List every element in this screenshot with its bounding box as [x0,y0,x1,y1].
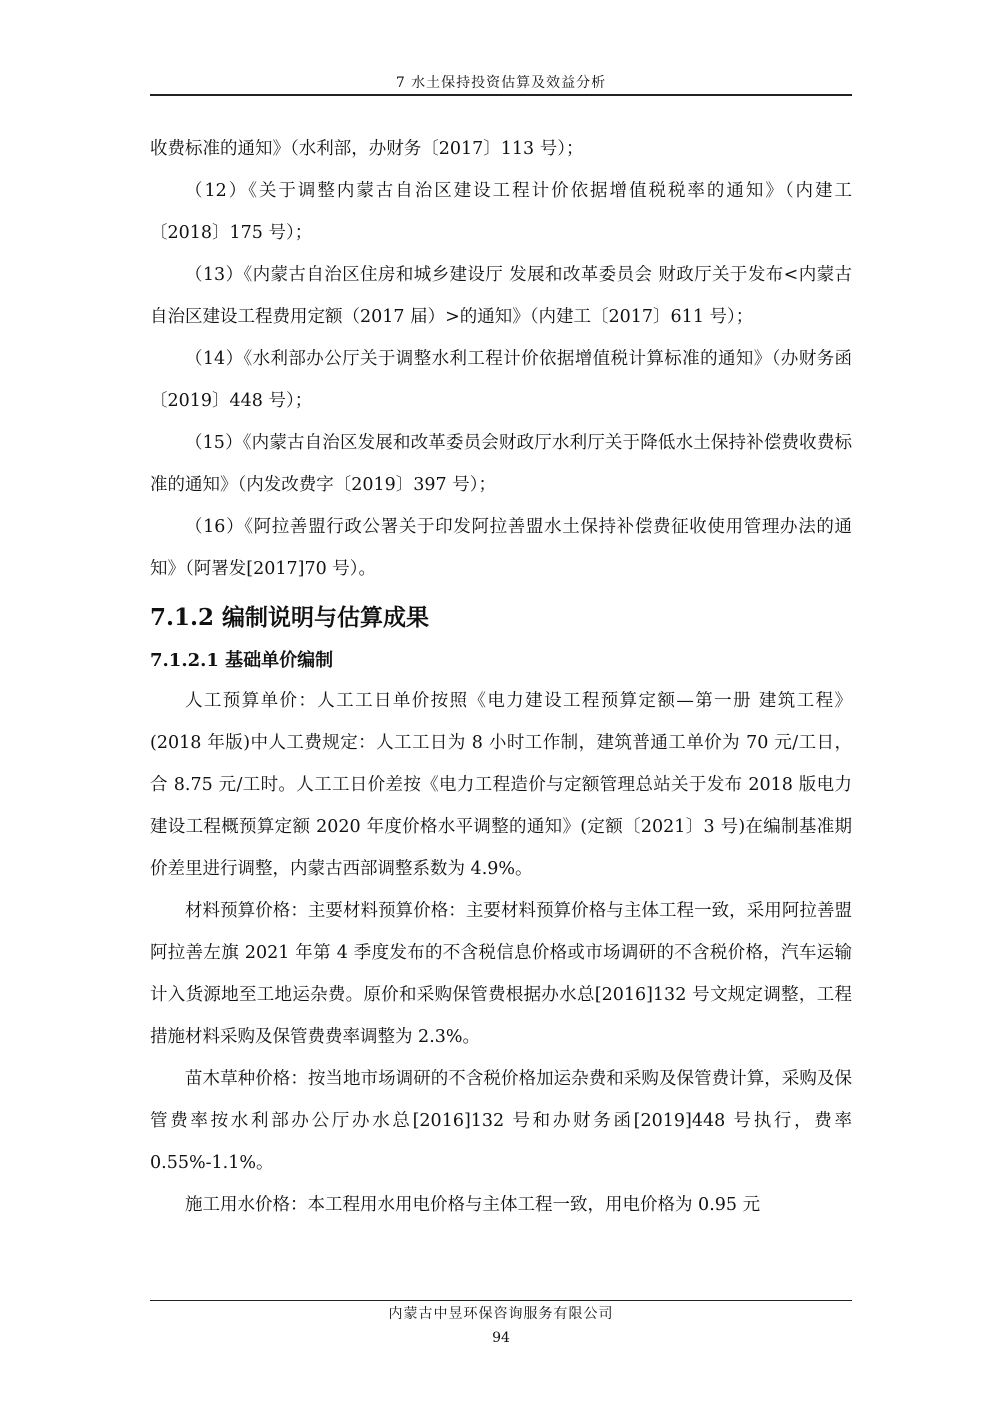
reference-item-14: （14）《水利部办公厅关于调整水利工程计价依据增值税计算标准的通知》（办财务函〔2019〕448 号）； [150,349,852,411]
reference-item-15: （15）《内蒙古自治区发展和改革委员会财政厅水利厅关于降低水土保持补偿费收费标准的通知》（内发改费字〔2019〕397 号）； [150,433,852,495]
page-number: 94 [492,1330,510,1346]
section-heading: 7.1.2 编制说明与估算成果 [150,604,430,631]
reference-item-12: （12）《关于调整内蒙古自治区建设工程计价依据增值税税率的通知》（内建工〔2018〕175 号）； [150,181,852,243]
paragraph-water-price: 施工用水价格：本工程用水用电价格与主体工程一致，用电价格为 0.95 元 [185,1195,761,1215]
reference-item-13: （13）《内蒙古自治区住房和城乡建设厅 发展和改革委员会 财政厅关于发布<内蒙古自治区建设工程费用定额（2017 届）>的通知》（内建工〔2017〕611 号）； [150,265,852,327]
subsection-heading: 7.1.2.1 基础单价编制 [150,650,334,671]
page-body [150,128,852,1226]
paragraph-labor-price: 人工预算单价：人工工日单价按照《电力建设工程预算定额—第一册 建筑工程》(2018 年版)中人工费规定：人工工日为 8 小时工作制，建筑普通工单价为 70 元/工日，合 8.75 元/工时。人工工日价差按《电力工程造价与定额管理总站关于发布 2018 版电力建设工程概预算定额 2020 年度价格水平调整的通知》(定额〔2021〕3 号)在编制基准期价差里进行调整，内蒙古西部调整系数为 4.9%。 [150,691,852,879]
reference-item-16: （16）《阿拉善盟行政公署关于印发阿拉善盟水土保持补偿费征收使用管理办法的通知》（阿署发[2017]70 号）。 [150,517,852,579]
running-header: 7 水土保持投资估算及效益分析 [395,75,607,91]
header-divider [150,94,852,96]
footer-divider [150,1300,852,1301]
footer-company: 内蒙古中昱环保咨询服务有限公司 [388,1306,614,1322]
paragraph-continuation: 收费标准的通知》（水利部，办财务〔2017〕113 号）； [150,139,584,159]
paragraph-seedling-price: 苗木草种价格：按当地市场调研的不含税价格加运杂费和采购及保管费计算，采购及保管费率按水利部办公厅办水总[2016]132 号和办财务函[2019]448 号执行，费率 0.55%-1.1%。 [150,1069,852,1173]
paragraph-material-price: 材料预算价格：主要材料预算价格：主要材料预算价格与主体工程一致，采用阿拉善盟阿拉善左旗 2021 年第 4 季度发布的不含税信息价格或市场调研的不含税价格，汽车运输计入货源地至工地运杂费。原价和采购保管费根据办水总[2016]132 号文规定调整，工程措施材料采购及保管费费率调整为 2.3%。 [150,901,852,1047]
